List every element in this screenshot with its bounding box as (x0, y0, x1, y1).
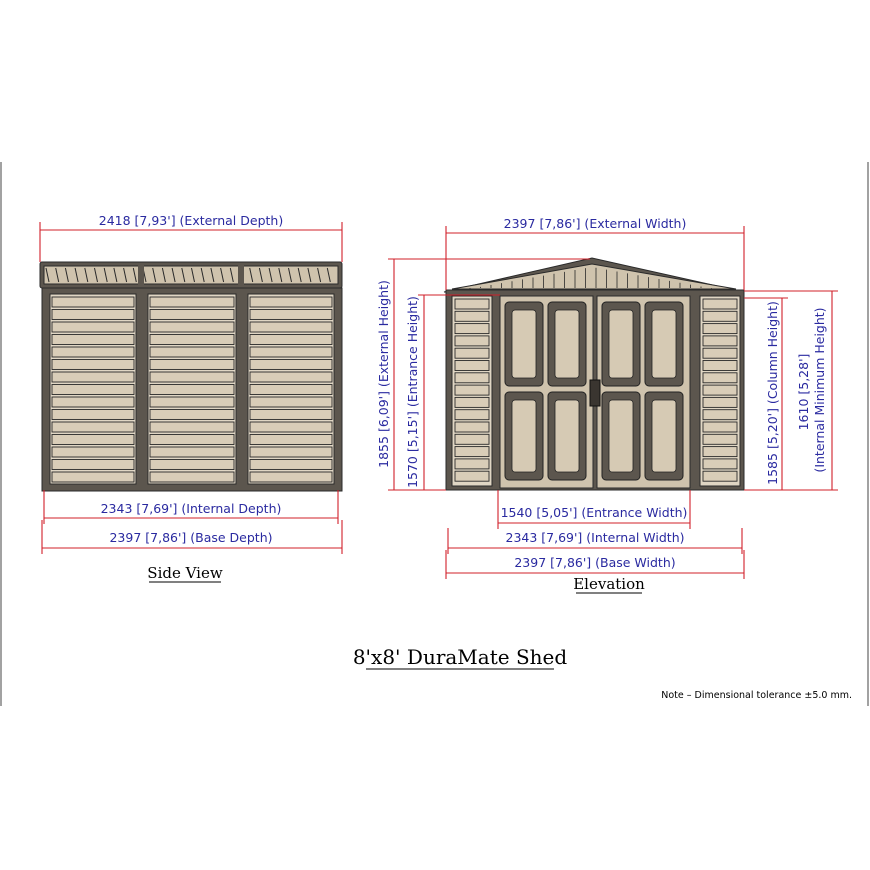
column-slat (455, 311, 489, 321)
drawing-title: 8'x8' DuraMate Shed (352, 645, 568, 669)
internal-width-label: 2343 [7,69'] (Internal Width) (505, 530, 685, 545)
wall-slat (52, 460, 134, 470)
dimension-column-height (744, 298, 788, 490)
external-width-label: 2397 [7,86'] (External Width) (503, 216, 687, 231)
column-height-label: 1585 [5,20'] (Column Height) (765, 301, 780, 485)
column-slat (455, 361, 489, 371)
tolerance-note: Note – Dimensional tolerance ±5.0 mm. (661, 690, 852, 701)
dimension-internal-minimum-height (744, 291, 838, 490)
wall-slat (150, 347, 234, 357)
wall-slat (250, 472, 332, 482)
column-slat (703, 434, 737, 444)
door-panel-inset (652, 400, 676, 472)
wall-slat (52, 385, 134, 395)
wall-slat (250, 360, 332, 370)
internal-depth-label: 2343 [7,69'] (Internal Depth) (100, 501, 282, 516)
column-slat (455, 373, 489, 383)
column-slat (455, 471, 489, 481)
wall-slat (250, 385, 332, 395)
entrance-width-label: 1540 [5,05'] (Entrance Width) (500, 505, 688, 520)
dimension-base-depth (42, 520, 342, 554)
side-view-drawing (40, 262, 342, 491)
wall-slat (250, 372, 332, 382)
dimension-internal-width (448, 528, 742, 554)
entrance-height-label: 1570 [5,15'] (Entrance Height) (405, 296, 420, 488)
internal-min-height-value: 1610 [5,28'] (796, 353, 811, 431)
external-depth-label: 2418 [7,93'] (External Depth) (98, 213, 284, 228)
column-slat (455, 348, 489, 358)
roof-post (238, 264, 244, 288)
wall-slat (150, 310, 234, 320)
wall-slat (52, 322, 134, 332)
wall-slat (250, 422, 332, 432)
wall-slat (150, 447, 234, 457)
column-slat (703, 410, 737, 420)
base-width-label: 2397 [7,86'] (Base Width) (514, 555, 676, 570)
wall-slat (52, 447, 134, 457)
wall-slat (250, 460, 332, 470)
door-panel-inset (555, 400, 579, 472)
column-slat (703, 385, 737, 395)
internal-min-height-label: (Internal Minimum Height) (812, 307, 827, 473)
column-slat (703, 397, 737, 407)
wall-slat (52, 422, 134, 432)
column-slat (703, 299, 737, 309)
column-slat (703, 459, 737, 469)
wall-slat (52, 372, 134, 382)
column-slat (455, 422, 489, 432)
column-slat (455, 299, 489, 309)
wall-slat (250, 310, 332, 320)
wall-slat (150, 422, 234, 432)
dimension-entrance-width (498, 490, 690, 529)
wall-slat (52, 335, 134, 345)
wall-slat (150, 372, 234, 382)
column-slat (455, 397, 489, 407)
wall-slat (52, 410, 134, 420)
external-height-label: 1855 [6,09'] (External Height) (376, 280, 391, 468)
column-slat (703, 348, 737, 358)
column-slat (703, 471, 737, 481)
column-slat (703, 447, 737, 457)
wall-slat (150, 335, 234, 345)
side-view-caption: Side View (147, 564, 223, 582)
door-panel-inset (609, 400, 633, 472)
elevation-drawing (444, 258, 744, 490)
wall-slat (150, 297, 234, 307)
wall-slat (150, 472, 234, 482)
wall-slat (150, 397, 234, 407)
column-slat (703, 373, 737, 383)
wall-slat (250, 322, 332, 332)
wall-slat (52, 310, 134, 320)
door-panel-inset (609, 310, 633, 378)
column-slat (703, 336, 737, 346)
base-depth-label: 2397 [7,86'] (Base Depth) (109, 530, 273, 545)
wall-slat (250, 297, 332, 307)
column-slat (703, 324, 737, 334)
column-slat (455, 459, 489, 469)
door-panel-inset (555, 310, 579, 378)
wall-slat (150, 385, 234, 395)
column-slat (455, 324, 489, 334)
wall-slat (150, 435, 234, 445)
column-slat (703, 422, 737, 432)
wall-slat (52, 347, 134, 357)
elevation-caption: Elevation (573, 575, 645, 593)
wall-slat (250, 410, 332, 420)
door-panel-inset (652, 310, 676, 378)
column-slat (455, 336, 489, 346)
column-slat (455, 410, 489, 420)
wall-slat (52, 297, 134, 307)
wall-slat (150, 410, 234, 420)
wall-slat (250, 335, 332, 345)
column-slat (455, 434, 489, 444)
column-slat (703, 311, 737, 321)
column-slat (455, 447, 489, 457)
wall-slat (150, 360, 234, 370)
door-panel-inset (512, 400, 536, 472)
wall-slat (52, 360, 134, 370)
wall-slat (52, 397, 134, 407)
column-slat (703, 361, 737, 371)
column-slat (455, 385, 489, 395)
door-handle-icon (590, 380, 600, 406)
roof-post (138, 264, 144, 288)
wall-slat (250, 397, 332, 407)
wall-slat (250, 347, 332, 357)
dimension-internal-depth (44, 490, 338, 524)
wall-slat (52, 472, 134, 482)
door-panel-inset (512, 310, 536, 378)
wall-slat (150, 322, 234, 332)
wall-slat (250, 435, 332, 445)
wall-slat (250, 447, 332, 457)
wall-slat (52, 435, 134, 445)
dimension-external-depth (40, 213, 342, 262)
wall-slat (150, 460, 234, 470)
